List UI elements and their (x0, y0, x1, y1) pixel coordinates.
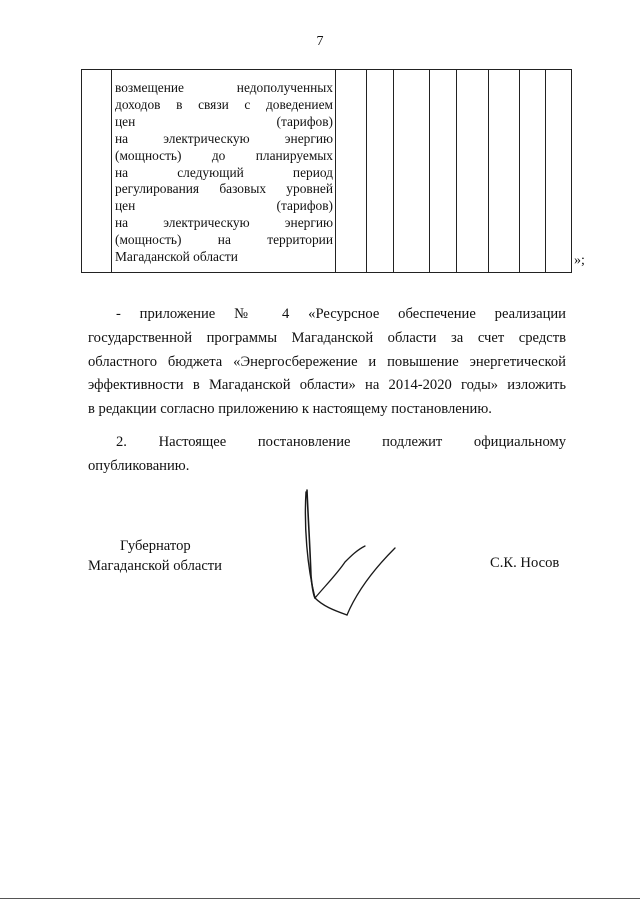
description-line: возмещение недополученных (115, 80, 333, 95)
paragraph-line: эффективности в Магаданской области» на 2014-2020 годы» изложить (88, 377, 566, 394)
description-line: Магаданской области (115, 249, 238, 265)
description-line: цен (тарифов) (115, 113, 333, 129)
paragraph-appendix-4 (88, 303, 566, 422)
paragraph-line: опубликованию. (88, 457, 190, 474)
paragraph-line: 2. Настоящее постановление подлежит официальному (116, 434, 566, 450)
paragraph-line: в редакции согласно приложению к настоящему постановлению. (88, 401, 492, 418)
description-line: (мощность) до планируемых (115, 147, 333, 163)
table-cell-empty (520, 70, 546, 273)
table-cell-empty (457, 70, 489, 273)
table-cell-number (82, 70, 112, 273)
signatory-title (88, 536, 222, 576)
closing-quote: »; (574, 253, 585, 268)
table-cell-empty (394, 70, 430, 273)
table-row (82, 70, 572, 273)
table-cell-empty (489, 70, 520, 273)
table-fragment (81, 69, 572, 273)
page-number: 7 (316, 34, 324, 49)
signatory-title-line: Губернатор (120, 538, 191, 554)
table-cell-empty (430, 70, 457, 273)
description-line: регулирования базовых уровней (115, 181, 333, 197)
description-line: на электрическую энергию (115, 215, 333, 231)
handwritten-signature (285, 486, 415, 626)
paragraph-publication (88, 431, 566, 479)
description-line: (мощность) на территории (115, 232, 333, 248)
paragraph-line: - приложение № 4 «Ресурсное обеспечение реализации (116, 306, 566, 322)
table-cell-description (112, 70, 336, 273)
table-cell-empty (367, 70, 394, 273)
signatory-name: С.К. Носов (490, 555, 560, 571)
paragraph-line: областного бюджета «Энергосбережение и повышение энергетической (88, 353, 566, 370)
paragraph-line: государственной программы Магаданской области за счет средств (88, 329, 566, 346)
description-line: цен (тарифов) (115, 198, 333, 214)
table-cell-empty (546, 70, 572, 273)
signatory-title-line: Магаданской области (88, 558, 222, 574)
description-line: на электрическую энергию (115, 130, 333, 146)
scan-edge-line (0, 898, 640, 899)
description-line: на следующий период (115, 164, 333, 180)
table-cell-empty (336, 70, 367, 273)
description-line: доходов в связи с доведением (115, 96, 333, 112)
